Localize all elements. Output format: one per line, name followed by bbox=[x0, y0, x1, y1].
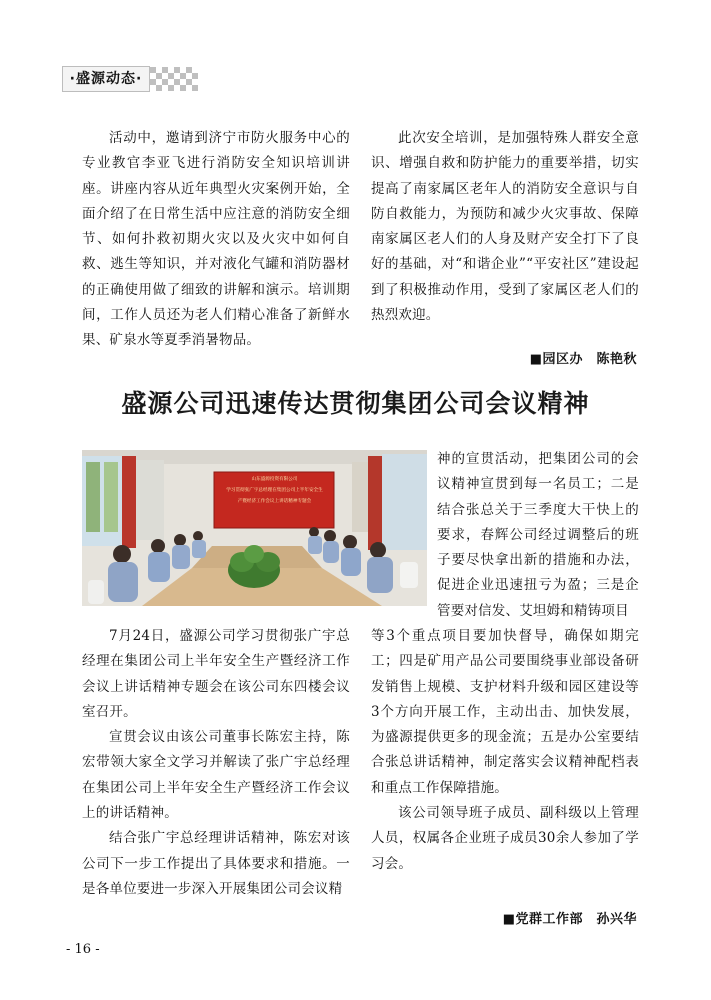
screen-text bbox=[222, 474, 327, 507]
article2-right-paragraph-last: 该公司领导班子成员、副科级以上管理人员，权属各企业班子成员30余人参加了学习会。 bbox=[371, 805, 639, 872]
article1-left-column bbox=[82, 126, 350, 354]
article2-signature: ■党群工作部 孙兴华 bbox=[502, 912, 637, 927]
article2-right-top-paragraph: 神的宣贯活动，把集团公司的会议精神宣贯到每一名员工；二是结合张总关于三季度大干快上的要求，春辉公司经过调整后的班子要尽快拿出新的措施和办法，促进企业迅速扭亏为盈；三是企管要对信发、艾坦姆和精铸项目 bbox=[437, 451, 639, 619]
screen-line: 产暨经济工作会议上讲话精神专题会 bbox=[237, 499, 312, 504]
article1-signature: ■园区办 陈艳秋 bbox=[529, 352, 637, 367]
article2-right-paragraph-cont: 等3个重点项目要加快督导，确保如期完工；四是矿用产品公司要围绕事业部设备研发销售上规模、支护材料升级和园区建设等3个方向开展工作，主动出击、加快发展，为盛源提供更多的现金流；五是办公室要结合张总讲话精神，制定落实会议精神配档表和重点工作保障措施。 bbox=[371, 628, 639, 796]
article2-left-column bbox=[82, 624, 350, 902]
article2-left-paragraph-3: 结合张广宇总经理讲话精神，陈宏对该公司下一步工作提出了具体要求和措施。一是各单位要进一步深入开展集团公司会议精 bbox=[82, 830, 350, 897]
article2-headline: 盛源公司迅速传达贯彻集团公司会议精神 bbox=[121, 389, 590, 418]
screen-line: 学习贯彻张广宇总经理在集团公司上半年安全生 bbox=[226, 488, 323, 493]
article1-right-paragraph: 此次安全培训，是加强特殊人群安全意识、增强自救和防护能力的重要举措，切实提高了南家属区老年人的消防安全意识与自防自救能力，为预防和减少火灾事故、保障南家属区老人们的人身及财产安全打下了良好的基础，对“和谐企业”“平安社区”建设起到了积极推动作用，受到了家属区老人们的热烈欢迎。 bbox=[371, 130, 639, 324]
article2-right-column bbox=[371, 624, 639, 877]
article1-left-paragraph: 活动中，邀请到济宁市防火服务中心的专业教官李亚飞进行消防安全知识培训讲座。讲座内容从近年典型火灾案例开始，全面介绍了在日常生活中应注意的消防安全细节、如何扑救初期火灾以及火灾中如何自救、逃生等知识，并对液化气罐和消防器材的正确使用做了细致的讲解和演示。培训期间，工作人员还为老人们精心准备了新鲜水果、矿泉水等夏季消暑物品。 bbox=[82, 130, 350, 349]
page-number: - 16 - bbox=[66, 942, 100, 957]
screen-line: 山东盛源投资有限公司 bbox=[251, 477, 298, 482]
article2-right-top-column bbox=[437, 447, 639, 624]
meeting-photo bbox=[82, 450, 427, 606]
article2-left-paragraph-1: 7月24日，盛源公司学习贯彻张广宇总经理在集团公司上半年安全生产暨经济工作会议上讲话精神专题会在该公司东四楼会议室召开。 bbox=[82, 628, 350, 720]
article2-left-paragraph-2: 宣贯会议由该公司董事长陈宏主持，陈宏带领大家全文学习并解读了张广宇总经理在集团公司上半年安全生产暨经济工作会议上的讲话精神。 bbox=[82, 729, 350, 822]
checker-decoration bbox=[150, 67, 198, 91]
section-label: ·盛源动态· bbox=[62, 66, 150, 92]
section-header bbox=[62, 66, 182, 92]
article1-right-column bbox=[371, 126, 639, 328]
